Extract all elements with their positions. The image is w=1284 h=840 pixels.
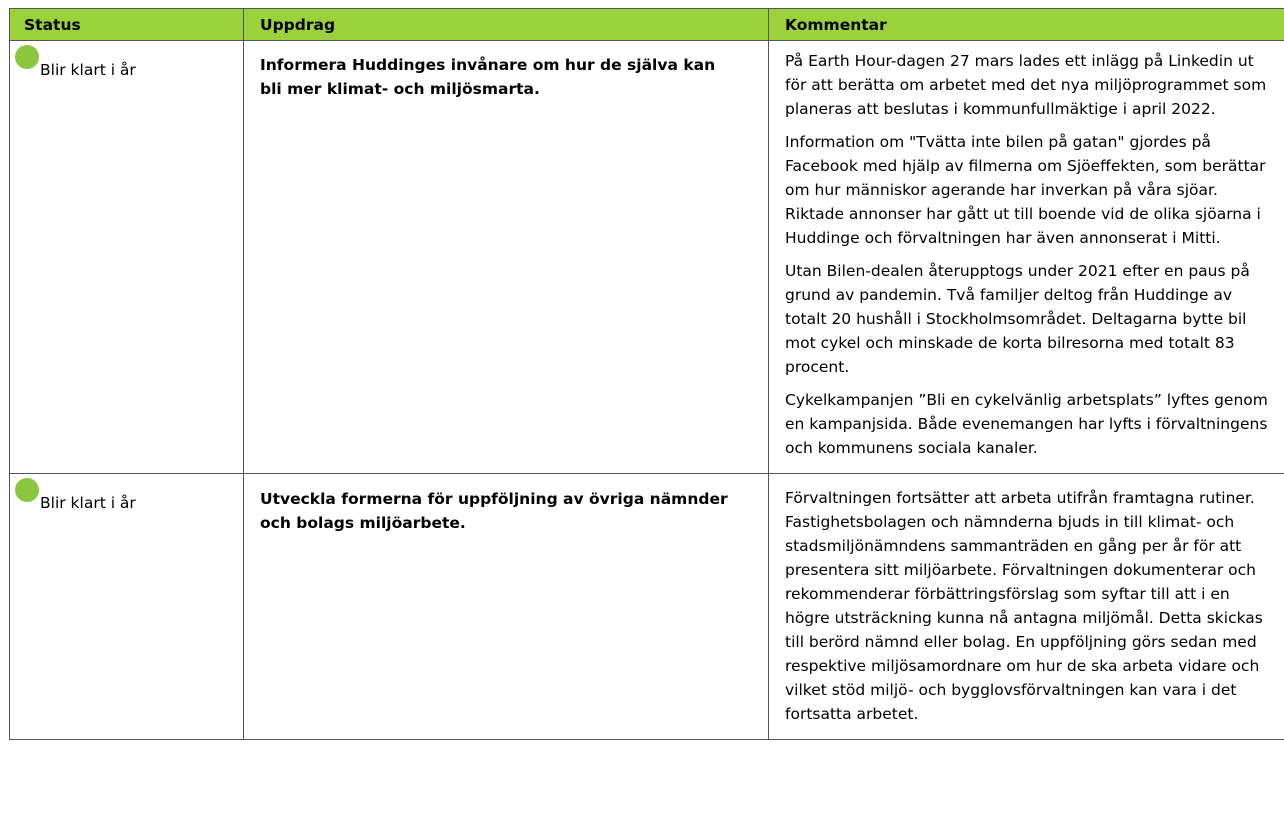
kommentar-cell [769, 41, 1284, 474]
status-table [9, 8, 1284, 740]
header-kommentar: Kommentar [769, 9, 1284, 41]
green-status-dot-icon [15, 45, 39, 69]
status-text: Blir klart i år [40, 61, 136, 79]
status-cell [10, 474, 244, 740]
status-text: Blir klart i år [40, 494, 136, 512]
header-uppdrag: Uppdrag [244, 9, 769, 41]
kommentar-cell [769, 474, 1284, 740]
uppdrag-text: Informera Huddinges invånare om hur de själva kan bli mer klimat- och miljösmarta. [244, 41, 769, 474]
header-status: Status [10, 9, 244, 41]
kommentar-paragraph: Information om "Tvätta inte bilen på gatan" gjordes på Facebook med hjälp av filmerna om Sjöeffekten, som berättar om hur människor agerande har inverkan på våra sjöar. Riktade annonser har gått ut till boende vid de olika sjöarna i Huddinge och förvaltningen har även annonserat i Mitti. [785, 133, 1266, 247]
status-cell [10, 41, 244, 474]
table-row [10, 474, 1284, 740]
kommentar-paragraph: Cykelkampanjen ”Bli en cykelvänlig arbetsplats” lyftes genom en kampanjsida. Både evenemangen har lyfts i förvaltningens och kommunens sociala kanaler. [785, 391, 1268, 457]
kommentar-paragraph: Förvaltningen fortsätter att arbeta utifrån framtagna rutiner. Fastighetsbolagen och nämnderna bjuds in till klimat- och stadsmiljönämndens sammanträden en gång per år för att presentera sitt miljöarbete. Förvaltningen dokumenterar och rekommenderar förbättringsförslag som syftar till att i en högre utsträckning kunna nå antagna miljömål. Detta skickas till berörd nämnd eller bolag. En uppföljning görs sedan med respektive miljösamordnare om hur de ska arbeta vidare och vilket stöd miljö- och bygglovsförvaltningen kan vara i det fortsatta arbetet. [785, 489, 1263, 723]
table-row [10, 41, 1284, 474]
uppdrag-text: Utveckla formerna för uppföljning av övriga nämnder och bolags miljöarbete. [244, 474, 769, 740]
kommentar-paragraph: På Earth Hour-dagen 27 mars lades ett inlägg på Linkedin ut för att berätta om arbetet med det nya miljöprogrammet som planeras att beslutas i kommunfullmäktige i april 2022. [785, 52, 1267, 118]
green-status-dot-icon [15, 478, 39, 502]
table-header-row [10, 9, 1284, 41]
kommentar-paragraph: Utan Bilen-dealen återupptogs under 2021 efter en paus på grund av pandemin. Två familjer deltog från Huddinge av totalt 20 hushåll i Stockholmsområdet. Deltagarna bytte bil mot cykel och minskade de korta bilresorna med totalt 83 procent. [785, 262, 1250, 376]
